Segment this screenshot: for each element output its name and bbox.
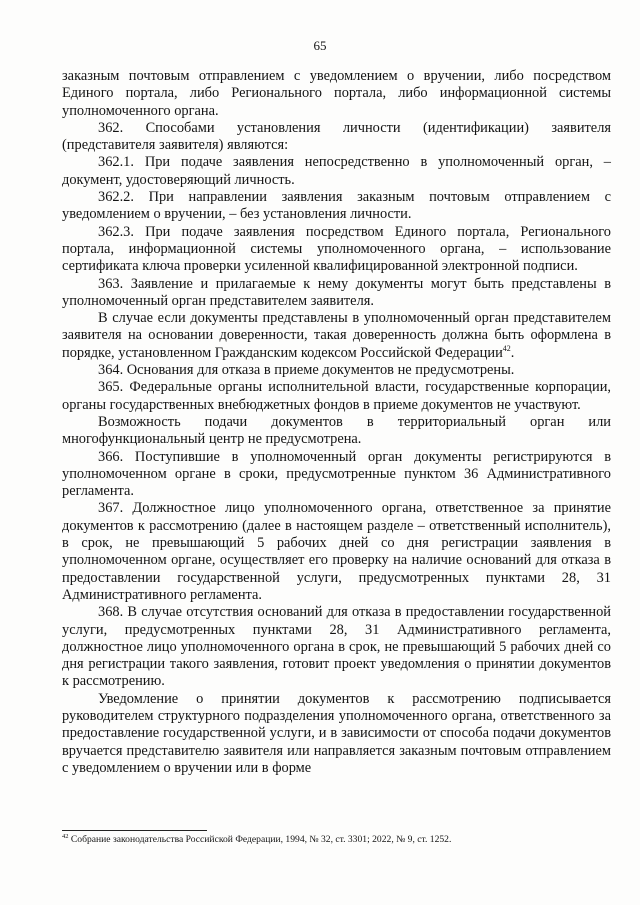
paragraph: Уведомление о принятии документов к рассмотрению подписывается руководителем структурного подразделения уполномоченного органа, ответственного за предоставление государственной услуги, и в зависимости от способа подачи документов вручается представителю заявителя или направляется заказным почтовым отправлением с уведомлением о вручении или в форме: [62, 690, 611, 776]
paragraph: заказным почтовым отправлением с уведомлением о вручении, либо посредством Единого портала, либо Регионального портала, либо информационной системы уполномоченного органа.: [62, 68, 611, 119]
paragraph-suffix: .: [510, 344, 515, 361]
paragraph: 367. Должностное лицо уполномоченного органа, ответственное за принятие документов к рассмотрению (далее в настоящем разделе – ответственный исполнитель), в срок, не превышающий 5 рабочих дней со дня регистрации заявления в уполномоченном органе, осуществляет его проверку на наличие оснований для отказа в предоставлении государственной услуги, предусмотренных пунктами 28, 31 Административного регламента.: [62, 500, 611, 603]
paragraph: 368. В случае отсутствия оснований для отказа в предоставлении государственной услуги, предусмотренных пунктами 28, 31 Административного регламента, должностное лицо уполномоченного органа в срок, не превышающий 5 рабочих дней со дня регистрации такого заявления, готовит проект уведомления о принятии документов к рассмотрению.: [62, 604, 611, 690]
paragraph: Возможность подачи документов в территориальный орган или многофункциональный центр не предусмотрена.: [62, 413, 611, 448]
page-number: 65: [313, 38, 327, 53]
paragraph: 362. Способами установления личности (идентификации) заявителя (представителя заявителя) являются:: [62, 119, 611, 154]
body-text: [62, 68, 611, 777]
footnote-reference: 42: [502, 343, 511, 353]
paragraph-with-footnote: [62, 310, 611, 362]
paragraph: 363. Заявление и прилагаемые к нему документы могут быть представлены в уполномоченный орган представителем заявителя.: [62, 275, 611, 309]
footnote-number: 42: [62, 833, 69, 840]
paragraph-text: В случае если документы представлены в уполномоченный орган представителем заявителя на основании доверенности, такая доверенность должна быть оформлена в порядке, установленном Гражданским кодексом Российской Федерации: [62, 310, 611, 361]
footnote-divider: [62, 830, 207, 831]
paragraph: 365. Федеральные органы исполнительной власти, государственные корпорации, органы государственных внебюджетных фондов в приеме документов не участвуют.: [62, 379, 611, 413]
paragraph: 362.1. При подаче заявления непосредственно в уполномоченный орган, – документ, удостоверяющий личность.: [62, 154, 611, 188]
footnote: [62, 834, 611, 846]
paragraph: 362.3. При подаче заявления посредством Единого портала, Регионального портала, информационной системы уполномоченного органа, – использование сертификата ключа проверки усиленной квалифицированной электронной подписи.: [62, 223, 611, 275]
paragraph: 362.2. При направлении заявления заказным почтовым отправлением с уведомлением о вручении, – без установления личности.: [62, 189, 611, 223]
paragraph: 364. Основания для отказа в приеме документов не предусмотрены.: [98, 362, 515, 379]
paragraph: 366. Поступившие в уполномоченный орган документы регистрируются в уполномоченном органе в сроки, предусмотренные пунктом 36 Административного регламента.: [62, 448, 611, 500]
footnote-text: Собрание законодательства Российской Федерации, 1994, № 32, ст. 3301; 2022, № 9, ст. 1252.: [70, 834, 452, 845]
